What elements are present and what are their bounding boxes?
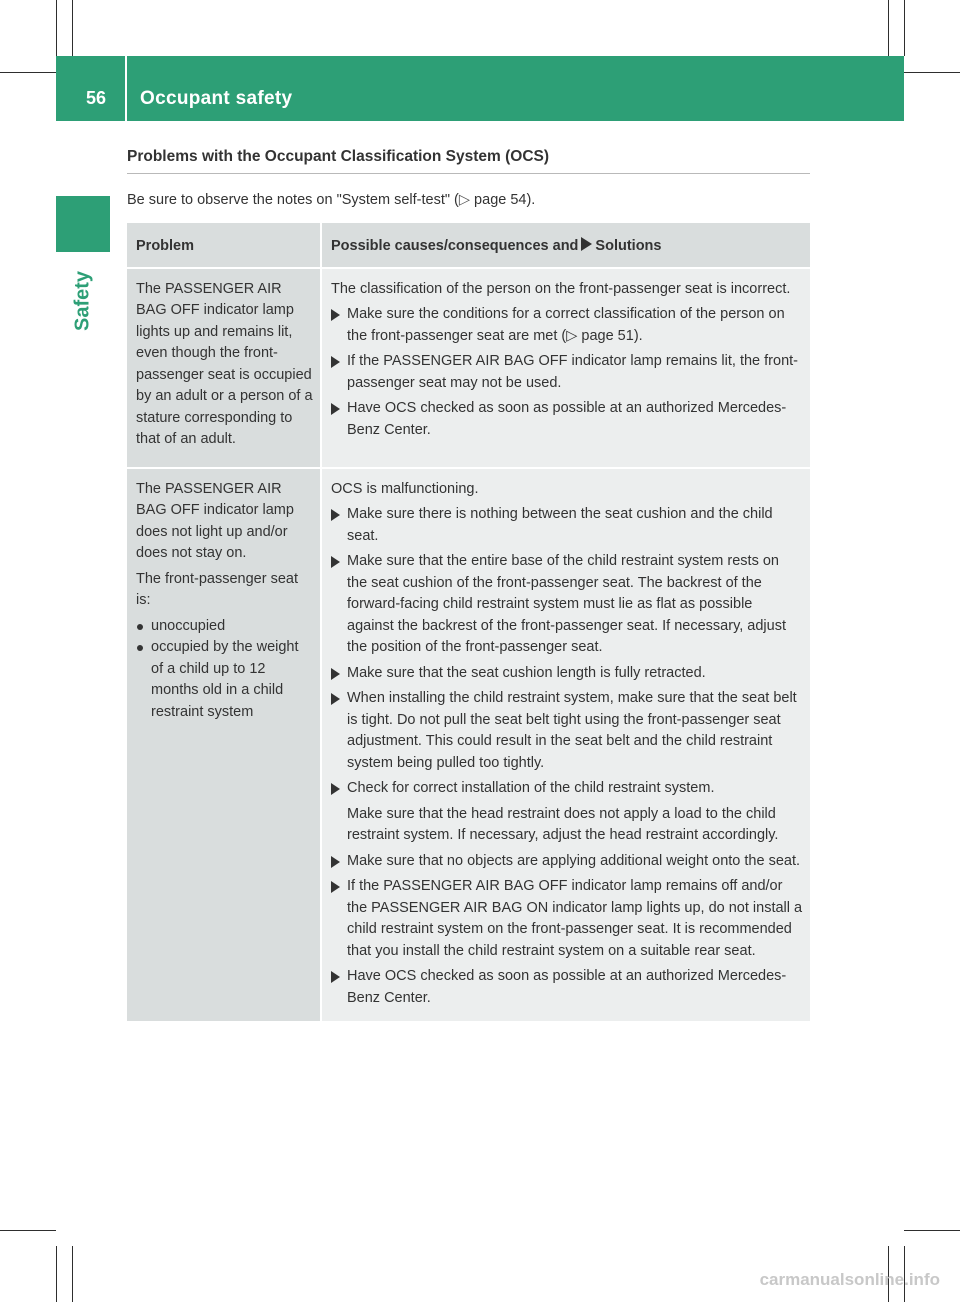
crop-mark	[56, 0, 57, 56]
step-text: When installing the child restraint system, make sure that the seat belt is tight. Do not pull the seat belt tight using the front-passenger seat adjustment. This could result in the seat belt and the child restraint system being pulled too tightly.	[347, 690, 797, 771]
intro-text-before: Be sure to observe the notes on "System self-test" (	[127, 192, 459, 208]
page-number: 56	[86, 88, 107, 108]
steps-list	[331, 851, 803, 1010]
bullet-dot-icon	[137, 624, 143, 630]
list-item	[136, 637, 314, 723]
table-header-row	[127, 223, 810, 269]
problem-text: The PASSENGER AIR BAG OFF indicator lamp does not light up and/or does not stay on.	[136, 480, 294, 561]
triangle-right-icon	[331, 668, 340, 680]
list-item	[331, 304, 803, 347]
solutions-cell	[322, 469, 810, 1022]
step-text: Make sure the conditions for a correct classification of the person on the front-passenger seat are met (▷ page 51).	[347, 306, 785, 344]
problem-text: The PASSENGER AIR BAG OFF indicator lamp lights up and remains lit, even though the front-passenger seat is occupied by an adult or a person of a stature corresponding to that of an adult.	[136, 280, 313, 447]
crop-mark	[56, 1246, 57, 1302]
problem-cell	[127, 469, 322, 1022]
step-text: If the PASSENGER AIR BAG OFF indicator lamp remains lit, the front-passenger seat may not be used.	[347, 353, 798, 391]
crop-mark	[72, 1246, 73, 1302]
section-heading: Problems with the Occupant Classification System (OCS)	[127, 148, 810, 174]
triangle-right-icon	[331, 556, 340, 568]
problem-subtext: The front-passenger seat is:	[136, 570, 299, 608]
triangle-right-icon	[331, 971, 340, 983]
step-text: Check for correct installation of the child restraint system.	[347, 780, 715, 796]
step-text: If the PASSENGER AIR BAG OFF indicator lamp remains off and/or the PASSENGER AIR BAG ON indicator lamp lights up, do not install a child restraint system on the front-passenger seat. It is recommended that you install the child restraint system on a suitable rear seat.	[347, 878, 803, 959]
triangle-right-icon	[331, 309, 340, 321]
list-item	[331, 351, 803, 394]
crop-mark	[904, 1230, 960, 1231]
header-problem: Problem	[127, 223, 322, 269]
list-item	[331, 778, 803, 800]
content	[127, 148, 810, 1021]
list-item	[331, 876, 803, 962]
note-text: Make sure that the head restraint does not apply a load to the child restraint system. If necessary, adjust the head restraint accordingly.	[347, 805, 779, 843]
page-ref-arrow-icon: ▷	[458, 192, 471, 208]
triangle-right-icon	[331, 356, 340, 368]
list-item	[331, 398, 803, 441]
list-item	[331, 688, 803, 774]
bullet-text: unoccupied	[151, 617, 226, 634]
list-item	[331, 551, 803, 659]
step-text: Make sure there is nothing between the seat cushion and the child seat.	[347, 506, 773, 544]
problem-cell	[127, 269, 322, 469]
bullet-list	[136, 616, 314, 724]
triangle-right-icon	[581, 237, 592, 251]
step-text: Make sure that the entire base of the child restraint system rests on the seat cushion of the front-passenger seat. The backrest of the forward-facing child restraint system must lie as flat as possible against the backrest of the front-passenger seat. If necessary, adjust the position of the front-passenger seat.	[347, 553, 787, 655]
cause-text: The classification of the person on the front-passenger seat is incorrect.	[331, 280, 791, 297]
triangle-right-icon	[331, 881, 340, 893]
crop-mark	[888, 0, 889, 56]
triangle-right-icon	[331, 856, 340, 868]
table-row	[127, 469, 810, 1022]
bullet-text: occupied by the weight of a child up to 12 months old in a child restraint system	[151, 639, 299, 720]
step-text: Make sure that no objects are applying additional weight onto the seat.	[347, 852, 801, 869]
step-text: Have OCS checked as soon as possible at an authorized Mercedes-Benz Center.	[347, 400, 787, 438]
crop-mark	[0, 1230, 56, 1231]
header-solutions	[322, 223, 810, 269]
list-item	[136, 616, 314, 638]
steps-list	[331, 504, 803, 800]
crop-mark	[904, 0, 905, 56]
list-item	[331, 966, 803, 1009]
triangle-right-icon	[331, 783, 340, 795]
solutions-cell	[322, 269, 810, 469]
section-title: Occupant safety	[140, 88, 293, 109]
header-solutions-label: Solutions	[595, 238, 662, 254]
steps-list	[331, 304, 803, 441]
header-divider	[125, 56, 127, 121]
list-item	[331, 663, 803, 685]
triangle-right-icon	[331, 693, 340, 705]
intro-text	[127, 192, 810, 208]
list-item	[331, 851, 803, 873]
side-tab	[56, 196, 110, 252]
crop-mark	[72, 0, 73, 56]
intro-page-ref[interactable]: page 54).	[470, 192, 536, 208]
problems-table	[127, 223, 810, 1021]
cause-text: OCS is malfunctioning.	[331, 480, 479, 497]
list-item	[331, 504, 803, 547]
step-text: Have OCS checked as soon as possible at an authorized Mercedes-Benz Center.	[347, 968, 787, 1006]
side-label: Safety	[71, 270, 94, 332]
table-row	[127, 269, 810, 469]
triangle-right-icon	[331, 403, 340, 415]
watermark: carmanualsonline.info	[759, 1270, 940, 1289]
bullet-dot-icon	[137, 645, 143, 651]
header-solutions-text: Possible causes/consequences and	[331, 238, 579, 254]
crop-mark	[904, 72, 960, 73]
crop-mark	[0, 72, 56, 73]
step-text: Make sure that the seat cushion length is fully retracted.	[347, 664, 706, 681]
triangle-right-icon	[331, 509, 340, 521]
